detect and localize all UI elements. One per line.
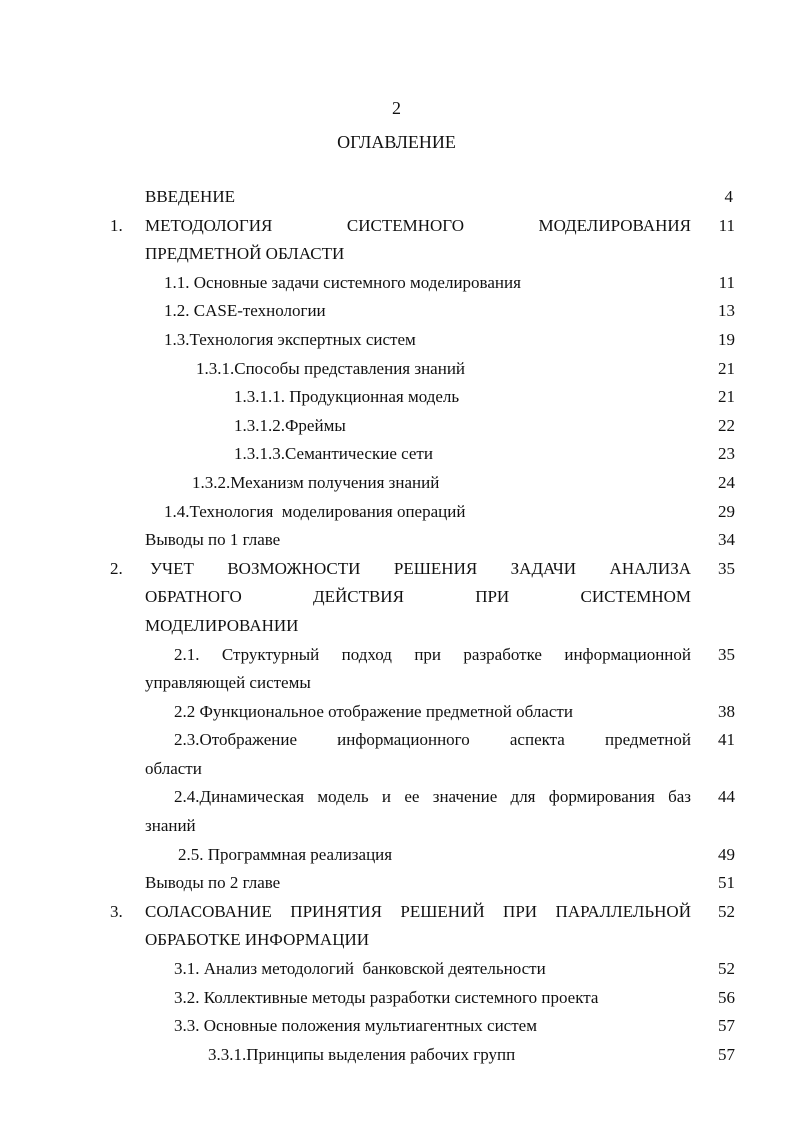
toc-page-number: 44 [718, 787, 735, 807]
toc-line-text: 3.3. Основные положения мультиагентных систем [174, 1016, 537, 1036]
toc-line-chapter-2 [0, 555, 793, 584]
page-number: 2 [392, 98, 401, 118]
toc-page-number: 57 [718, 1044, 735, 1064]
toc-line-text: 1.3.Технология экспертных систем [164, 329, 416, 349]
toc-line-text: 2.2 Функциональное отображение предметной области [174, 701, 573, 721]
toc-line-chapter-3 [0, 898, 793, 927]
toc-line-3-3 [0, 1012, 793, 1041]
toc-line-intro [0, 183, 793, 212]
toc-line-text: ВВЕДЕНИЕ [145, 187, 235, 206]
toc-line-text: 2.4.Динамическая модель и ее значение для формирования баз [174, 787, 691, 807]
toc-line-1-1 [0, 269, 793, 298]
toc-line-1-3-2 [0, 469, 793, 498]
toc-page-number: 21 [718, 387, 735, 407]
toc-line-chapter-2-cont [0, 583, 793, 612]
toc-page-number: 22 [718, 415, 735, 435]
toc-page-number: 21 [718, 358, 735, 378]
toc-line-2-4 [0, 783, 793, 812]
toc-line-2-2 [0, 698, 793, 727]
toc-line-text: 1.2. CASE-технологии [164, 301, 326, 321]
toc-page-number: 29 [718, 501, 735, 521]
toc-page-number: 57 [718, 1016, 735, 1036]
toc-line-1-3-1-2 [0, 412, 793, 441]
toc-line-text: МОДЕЛИРОВАНИИ [145, 615, 299, 635]
table-of-contents [0, 183, 793, 1069]
toc-line-text: 2.3.Отображение информационного аспекта предметной [174, 730, 691, 750]
toc-page-number: 4 [724, 187, 733, 206]
toc-line-text: СОЛАСОВАНИЕ ПРИНЯТИЯ РЕШЕНИЙ ПРИ ПАРАЛЛЕЛЬНОЙ [145, 901, 691, 921]
toc-line-text: Выводы по 1 главе [145, 530, 281, 550]
toc-line-conclusions-1 [0, 526, 793, 555]
toc-chapter-number: 2. [110, 558, 123, 578]
toc-line-text: 3.3.1.Принципы выделения рабочих групп [208, 1044, 516, 1064]
toc-page-number: 23 [718, 444, 735, 464]
toc-line-text: Выводы по 2 главе [145, 873, 281, 893]
toc-line-text: 1.4.Технология моделирования операций [164, 501, 466, 521]
toc-line-3-3-1 [0, 1041, 793, 1070]
toc-line-text: 2.5. Программная реализация [178, 844, 393, 864]
toc-line-text: ПРЕДМЕТНОЙ ОБЛАСТИ [145, 244, 345, 264]
toc-line-1-3-1-1 [0, 383, 793, 412]
toc-line-chapter-1-cont [0, 240, 793, 269]
toc-line-3-2 [0, 984, 793, 1013]
toc-page-number: 51 [718, 873, 735, 893]
toc-line-2-4-cont [0, 812, 793, 841]
toc-line-1-2 [0, 297, 793, 326]
toc-page-number: 24 [718, 472, 735, 492]
toc-page-number: 38 [718, 701, 735, 721]
toc-line-text: 1.3.1.3.Семантические сети [234, 444, 433, 464]
toc-line-1-4 [0, 498, 793, 527]
toc-line-text: знаний [145, 816, 196, 836]
toc-title: ОГЛАВЛЕНИЕ [337, 132, 456, 152]
toc-page-number: 56 [718, 987, 735, 1007]
toc-line-text: ОБРАТНОГО ДЕЙСТВИЯ ПРИ СИСТЕМНОМ [145, 587, 691, 607]
toc-chapter-number: 3. [110, 901, 123, 921]
toc-line-text: области [145, 758, 202, 778]
toc-line-text: управляющей системы [145, 673, 311, 693]
toc-line-text: 3.2. Коллективные методы разработки системного проекта [174, 987, 599, 1007]
toc-line-3-1 [0, 955, 793, 984]
toc-line-text: 1.3.1.1. Продукционная модель [234, 387, 460, 407]
toc-line-chapter-1 [0, 212, 793, 241]
toc-chapter-number: 1. [110, 215, 123, 235]
toc-line-2-3 [0, 726, 793, 755]
toc-line-text: 1.1. Основные задачи системного моделирования [164, 272, 521, 292]
toc-line-text: 1.3.1.2.Фреймы [234, 415, 346, 435]
toc-page-number: 11 [718, 272, 735, 292]
toc-line-text: 1.3.2.Механизм получения знаний [192, 472, 440, 492]
toc-page-number: 49 [718, 844, 735, 864]
toc-page-number: 35 [718, 644, 735, 664]
toc-line-2-1-cont [0, 669, 793, 698]
toc-line-text: 3.1. Анализ методологий банковской деятельности [174, 959, 546, 979]
toc-line-text: МЕТОДОЛОГИЯ СИСТЕМНОГО МОДЕЛИРОВАНИЯ [145, 215, 691, 235]
toc-line-chapter-2-cont2 [0, 612, 793, 641]
toc-line-1-3-1-3 [0, 440, 793, 469]
toc-page-number: 52 [718, 959, 735, 979]
toc-page-number: 11 [718, 215, 735, 235]
toc-page-number: 52 [718, 901, 735, 921]
toc-line-chapter-3-cont [0, 926, 793, 955]
toc-page-number: 35 [718, 558, 735, 578]
toc-line-2-3-cont [0, 755, 793, 784]
toc-line-1-3 [0, 326, 793, 355]
toc-page-number: 13 [718, 301, 735, 321]
toc-line-text: 2.1. Структурный подход при разработке информационной [174, 644, 691, 664]
toc-line-2-1 [0, 641, 793, 670]
toc-line-2-5 [0, 841, 793, 870]
toc-page-number: 41 [718, 730, 735, 750]
toc-page-number: 34 [718, 530, 735, 550]
toc-line-text: 1.3.1.Способы представления знаний [196, 358, 466, 378]
toc-line-text: УЧЕТ ВОЗМОЖНОСТИ РЕШЕНИЯ ЗАДАЧИ АНАЛИЗА [150, 558, 691, 578]
toc-line-text: ОБРАБОТКЕ ИНФОРМАЦИИ [145, 930, 370, 950]
toc-line-1-3-1 [0, 355, 793, 384]
toc-line-conclusions-2 [0, 869, 793, 898]
toc-page-number: 19 [718, 329, 735, 349]
